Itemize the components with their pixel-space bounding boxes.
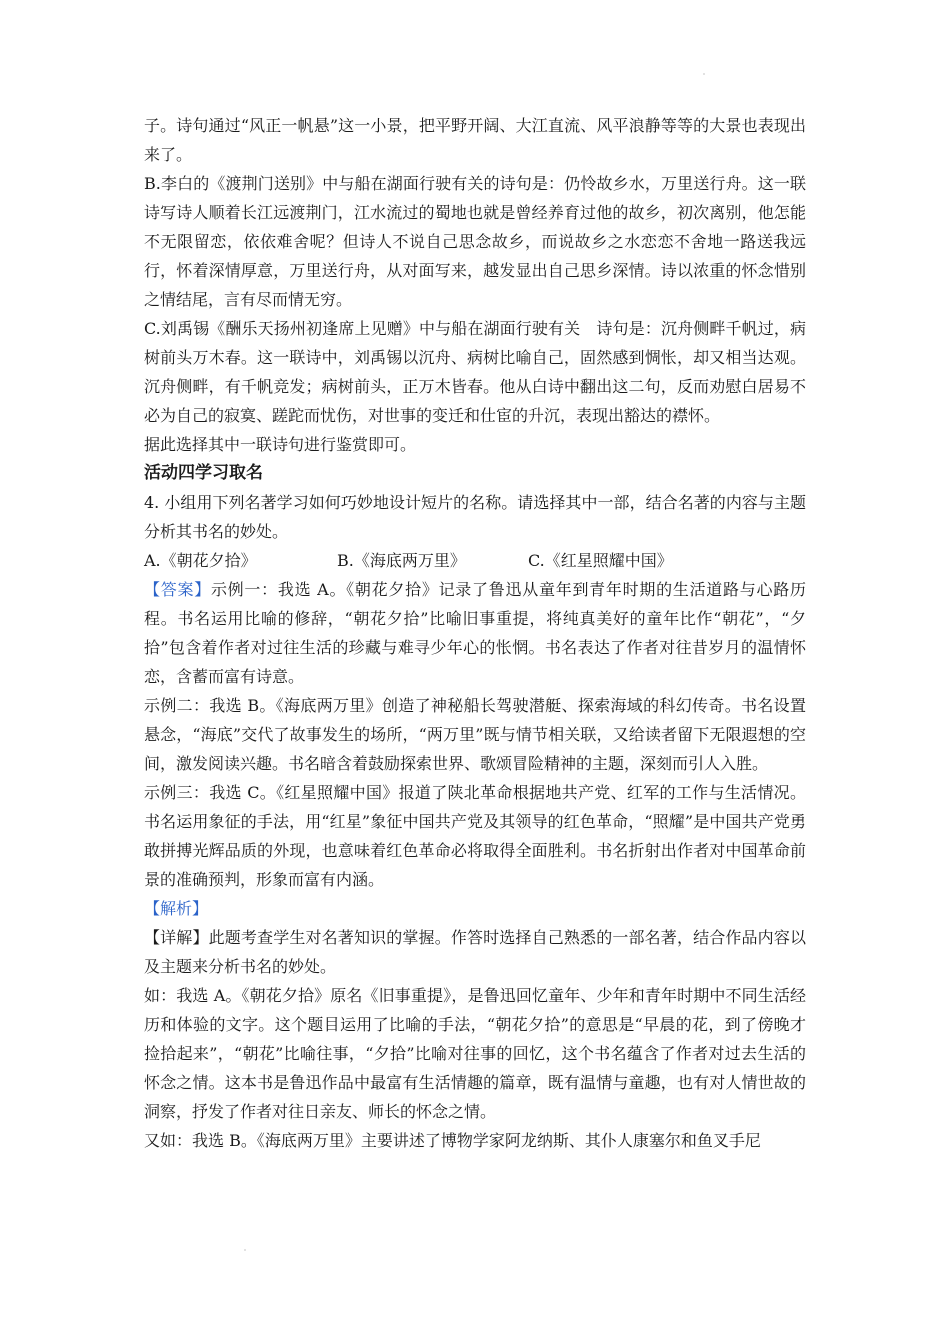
answer-example-3: 示例三：我选 C。《红星照耀中国》报道了陕北革命根据地共产党、红军的工作与生活情况。书名运用象征的手法，用“红星”象征中国共产党及其领导的红色革命，“照耀”是中国共产党勇敢拼搏光辉品质的外现，也意味着红色革命必将取得全面胜利。书名折射出作者对中国革命前景的准确预判，形象而富有内涵。 [144,783,806,889]
paragraph-poem-analysis-c: C.刘禹锡《酬乐天扬州初逢席上见赠》中与船在湖面行驶有关 诗句是：沉舟侧畔千帆过，病树前头万木春。这一联诗中，刘禹锡以沉舟、病树比喻自己，固然感到惆怅，却又相当达观。沉舟侧畔，有千帆竞发；病树前头，正万木皆春。他从白诗中翻出这二句，反而劝慰白居易不必为自己的寂寞、蹉跎而忧伤，对世事的变迁和仕宦的升沉，表现出豁达的襟怀。 [144,319,806,425]
option-c: C.《红星照耀中国》 [528,551,673,570]
answer-example-1-text: 示例一：我选 A。《朝花夕拾》记录了鲁迅从童年到青年时期的生活道路与心路历程。书名运用比喻的修辞，“朝花夕拾”比喻旧事重提，将纯真美好的童年比作“朝花”，“夕拾”包含着作者对过往生活的珍藏与难寻少年心的怅惘。书名表达了作者对往昔岁月的温情怀恋，含蓄而富有诗意。 [144,580,806,686]
document-body [144,111,806,1155]
option-a: A.《朝花夕拾》 [144,551,257,570]
scan-speck [703,73,705,75]
detail-paragraph: 【详解】此题考查学生对名著知识的掌握。作答时选择自己熟悉的一部名著，结合作品内容以及主题来分析书名的妙处。 [144,928,806,976]
analysis-tag: 【解析】 [144,899,209,918]
example-a-paragraph: 如：我选 A。《朝花夕拾》原名《旧事重提》，是鲁迅回忆童年、少年和青年时期中不同生活经历和体验的文字。这个题目运用了比喻的手法，“朝花夕拾”的意思是“早晨的花，到了傍晚才捡拾起来”，“朝花”比喻往事，“夕拾”比喻对往事的回忆，这个书名蕴含了作者对过去生活的怀念之情。这本书是鲁迅作品中最富有生活情趣的篇章，既有温情与童趣，也有对人情世故的洞察，抒发了作者对往日亲友、师长的怀念之情。 [144,986,806,1121]
question-options [144,546,806,575]
question-4: 4. 小组用下列名著学习如何巧妙地设计短片的名称。请选择其中一部，结合名著的内容与主题分析其书名的妙处。 [144,493,806,541]
example-b-paragraph: 又如：我选 B。《海底两万里》主要讲述了博物学家阿龙纳斯、其仆人康塞尔和鱼叉手尼 [144,1131,761,1150]
section-heading: 活动四学习取名 [144,463,263,483]
paragraph-poem-analysis-a-end: 子。诗句通过“风正一帆悬”这一小景，把平野开阔、大江直流、风平浪静等等的大景也表现出来了。 [144,116,806,164]
scan-speck [244,1249,246,1251]
option-b: B.《海底两万里》 [337,551,466,570]
answer-example-2: 示例二：我选 B。《海底两万里》创造了神秘船长驾驶潜艇、探索海域的科幻传奇。书名设置悬念，“海底”交代了故事发生的场所，“两万里”既与情节相关联，又给读者留下无限遐想的空间，激发阅读兴趣。书名暗含着鼓励探索世界、歌颂冒险精神的主题，深刻而引人入胜。 [144,696,806,773]
paragraph-conclusion: 据此选择其中一联诗句进行鉴赏即可。 [144,435,417,454]
answer-example-1 [144,575,806,691]
paragraph-poem-analysis-b: B.李白的《渡荆门送别》中与船在湖面行驶有关的诗句是：仍怜故乡水，万里送行舟。这一联诗写诗人顺着长江远渡荆门，江水流过的蜀地也就是曾经养育过他的故乡，初次离别，他怎能不无限留恋，依依难舍呢？但诗人不说自己思念故乡，而说故乡之水恋恋不舍地一路送我远行，怀着深情厚意，万里送行舟，从对面写来，越发显出自己思乡深情。诗以浓重的怀念惜别之情结尾，言有尽而情无穷。 [144,174,806,309]
answer-tag: 【答案】 [144,580,211,599]
